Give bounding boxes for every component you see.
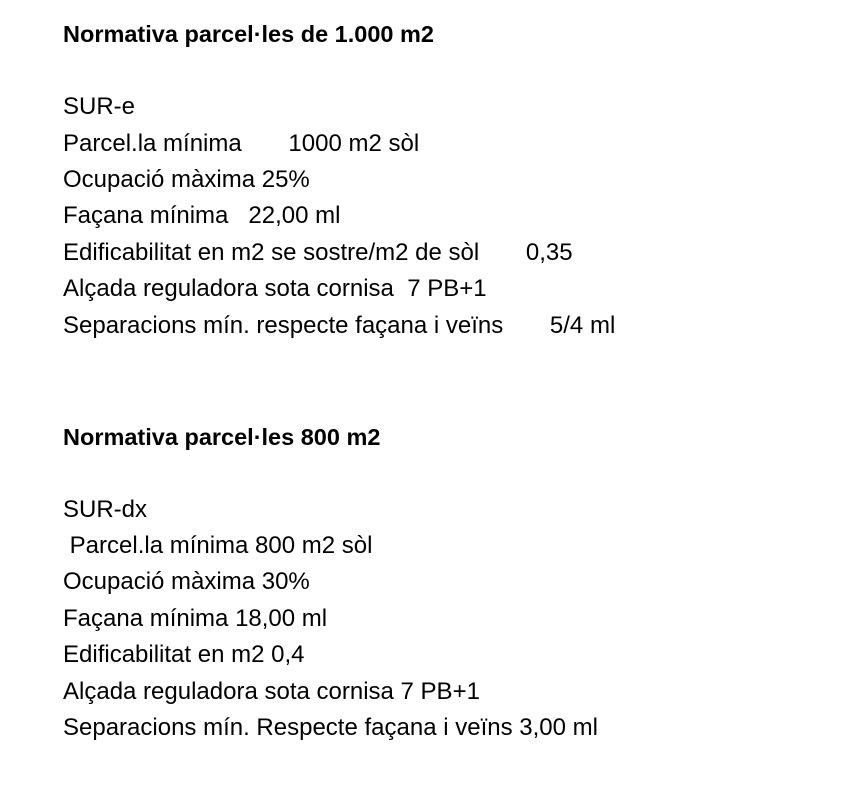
section2-line-height: Alçada reguladora sota cornisa 7 PB+1	[63, 678, 480, 705]
section2-line-min-plot: Parcel.la mínima 800 m2 sòl	[63, 532, 373, 559]
section1-line-setbacks: Separacions mín. respecte façana i veïns 5/4 ml	[63, 312, 616, 339]
section1-zone: SUR-e	[63, 93, 136, 120]
section1-line-height: Alçada reguladora sota cornisa 7 PB+1	[63, 275, 487, 302]
section1-line-min-plot: Parcel.la mínima 1000 m2 sòl	[63, 130, 420, 157]
section1-title: Normativa parcel·les de 1.000 m2	[63, 21, 434, 47]
section2-zone: SUR-dx	[63, 496, 148, 523]
section1-line-min-facade: Façana mínima 22,00 ml	[63, 202, 341, 229]
section2-title: Normativa parcel·les 800 m2	[63, 424, 381, 450]
section1-line-buildability: Edificabilitat en m2 se sostre/m2 de sòl 0,35	[63, 239, 573, 266]
section2-line-buildability: Edificabilitat en m2 0,4	[63, 641, 305, 668]
section2-line-min-facade: Façana mínima 18,00 ml	[63, 605, 328, 632]
section2-line-setbacks: Separacions mín. Respecte façana i veïns 3,00 ml	[63, 714, 598, 741]
section2-line-max-occupancy: Ocupació màxima 30%	[63, 568, 310, 595]
section1-line-max-occupancy: Ocupació màxima 25%	[63, 166, 310, 193]
